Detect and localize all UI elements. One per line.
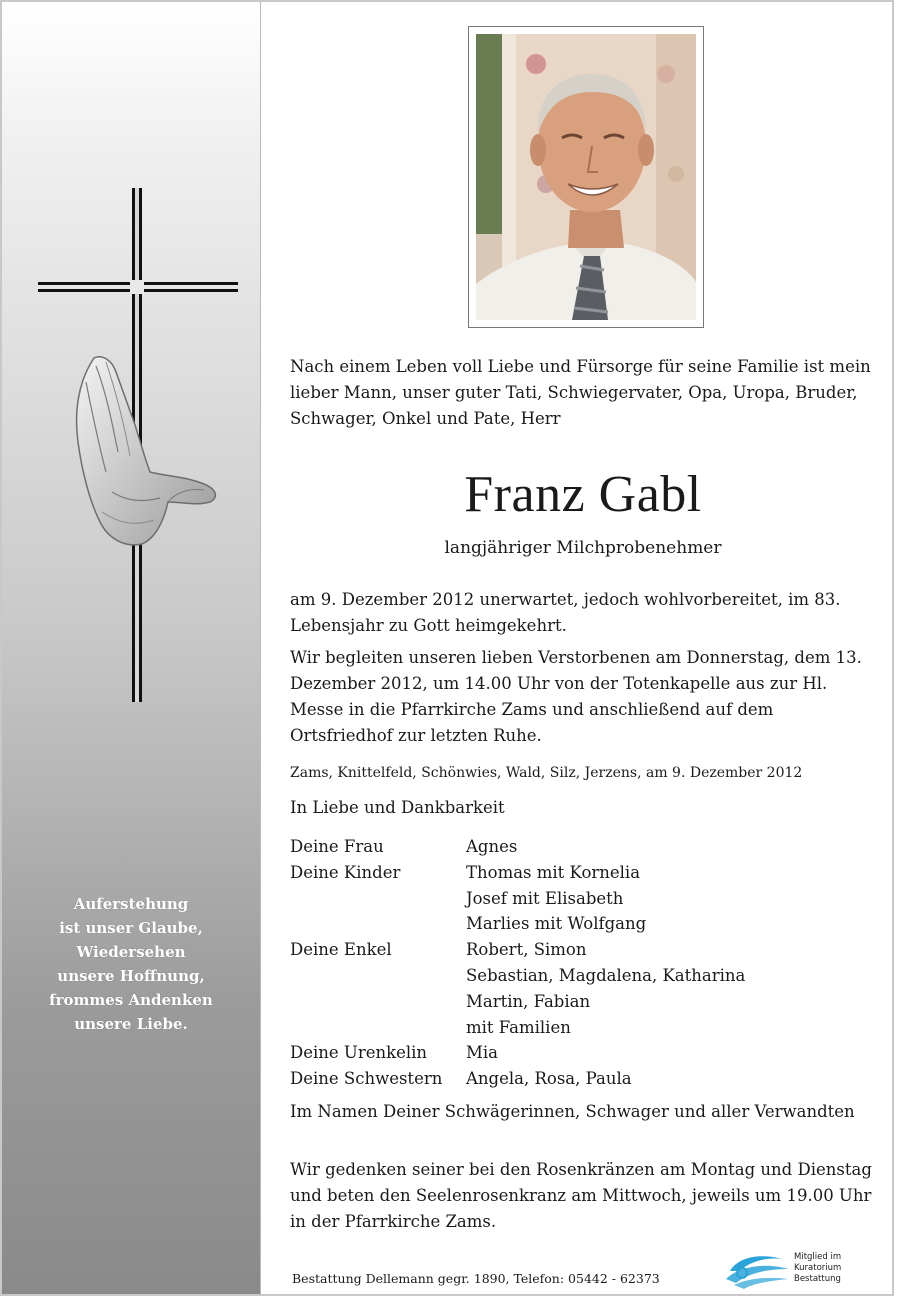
motto-line: unsere Hoffnung,	[57, 967, 205, 985]
praying-hands-icon	[72, 352, 220, 547]
relation: Deine Enkel	[290, 940, 392, 960]
relatives-line	[290, 1099, 880, 1125]
table-row	[290, 1040, 745, 1066]
table-row	[290, 886, 745, 912]
relation: Deine Schwestern	[290, 1069, 443, 1089]
family-names: Thomas mit Kornelia	[466, 862, 641, 882]
logo-line: Mitglied im	[794, 1252, 842, 1262]
relation	[290, 1015, 466, 1041]
table-row	[290, 1066, 745, 1092]
family-names: Sebastian, Magdalena, Katharina	[466, 965, 746, 985]
family-table	[290, 834, 745, 1092]
intro-text: Nach einem Leben voll Liebe und Fürsorge für seine Familie ist mein lieber Mann, unser guter Tati, Schwiegervater, Opa, Uropa, Bruder, Schwager, Onkel und Pate, Herr	[290, 357, 871, 428]
relatives-text: Im Namen Deiner Schwägerinnen, Schwager und aller Verwandten	[290, 1102, 855, 1121]
family-names: Martin, Fabian	[466, 991, 591, 1011]
deceased-name: Franz Gabl	[464, 466, 702, 523]
rosary-notice	[290, 1157, 880, 1235]
relation: Deine Frau	[290, 837, 384, 856]
relation: Deine Urenkelin	[290, 1043, 428, 1063]
sidebar-motto	[24, 892, 238, 1036]
funeral-notice	[290, 645, 880, 749]
relation: Deine Kinder	[290, 862, 401, 882]
death-notice	[290, 587, 880, 639]
logo-caption	[794, 1252, 874, 1285]
relation	[290, 886, 466, 912]
death-text: am 9. Dezember 2012 unerwartet, jedoch wohlvorbereitet, im 83. Lebensjahr zu Gott heimgekehrt.	[290, 590, 841, 635]
closing-text: In Liebe und Dankbarkeit	[290, 798, 505, 817]
motto-line: ist unser Glaube,	[59, 919, 203, 937]
funeral-text: Wir begleiten unseren lieben Verstorbenen am Donnerstag, dem 13. Dezember 2012, um 14.00 Uhr von der Totenkapelle aus zur Hl. Messe in die Pfarrkirche Zams und anschließend auf dem Ortsfriedhof zur letzten Ruhe.	[290, 648, 862, 745]
family-names: Agnes	[466, 837, 518, 856]
motto-line: Wiedersehen	[76, 943, 186, 961]
relation	[290, 963, 466, 989]
deceased-occupation: langjähriger Milchprobenehmer	[444, 538, 722, 558]
portrait-photo	[468, 26, 704, 328]
motto-line: Auferstehung	[73, 895, 189, 913]
family-names: Robert, Simon	[466, 940, 587, 960]
family-names: Josef mit Elisabeth	[466, 888, 624, 908]
relation	[290, 989, 466, 1015]
footer-undertaker: Bestattung Dellemann gegr. 1890, Telefon: 05442 - 62373	[292, 1271, 660, 1286]
family-names: Mia	[466, 1043, 499, 1063]
closing-line	[290, 795, 880, 821]
place-date-text: Zams, Knittelfeld, Schönwies, Wald, Silz, Jerzens, am 9. Dezember 2012	[290, 765, 803, 781]
table-row	[290, 834, 745, 860]
sidebar	[2, 2, 261, 1294]
table-row	[290, 937, 745, 963]
relation	[290, 911, 466, 937]
rosary-text: Wir gedenken seiner bei den Rosenkränzen am Montag und Dienstag und beten den Seelenrosenkranz am Mittwoch, jeweils um 19.00 Uhr in der Pfarrkirche Zams.	[290, 1160, 872, 1231]
family-names: Angela, Rosa, Paula	[466, 1069, 632, 1089]
table-row	[290, 860, 745, 886]
place-date	[290, 762, 880, 784]
logo-line: Kuratorium Bestattung	[794, 1263, 842, 1284]
table-row	[290, 963, 745, 989]
table-row	[290, 911, 745, 937]
table-row	[290, 989, 745, 1015]
motto-line: unsere Liebe.	[74, 1015, 188, 1033]
family-list	[290, 834, 880, 1092]
table-row	[290, 1015, 745, 1041]
family-names: mit Familien	[466, 1017, 571, 1037]
portrait-image	[476, 34, 696, 320]
motto-line: frommes Andenken	[49, 991, 213, 1009]
intro-paragraph	[290, 354, 880, 432]
family-names: Marlies mit Wolfgang	[466, 914, 647, 934]
